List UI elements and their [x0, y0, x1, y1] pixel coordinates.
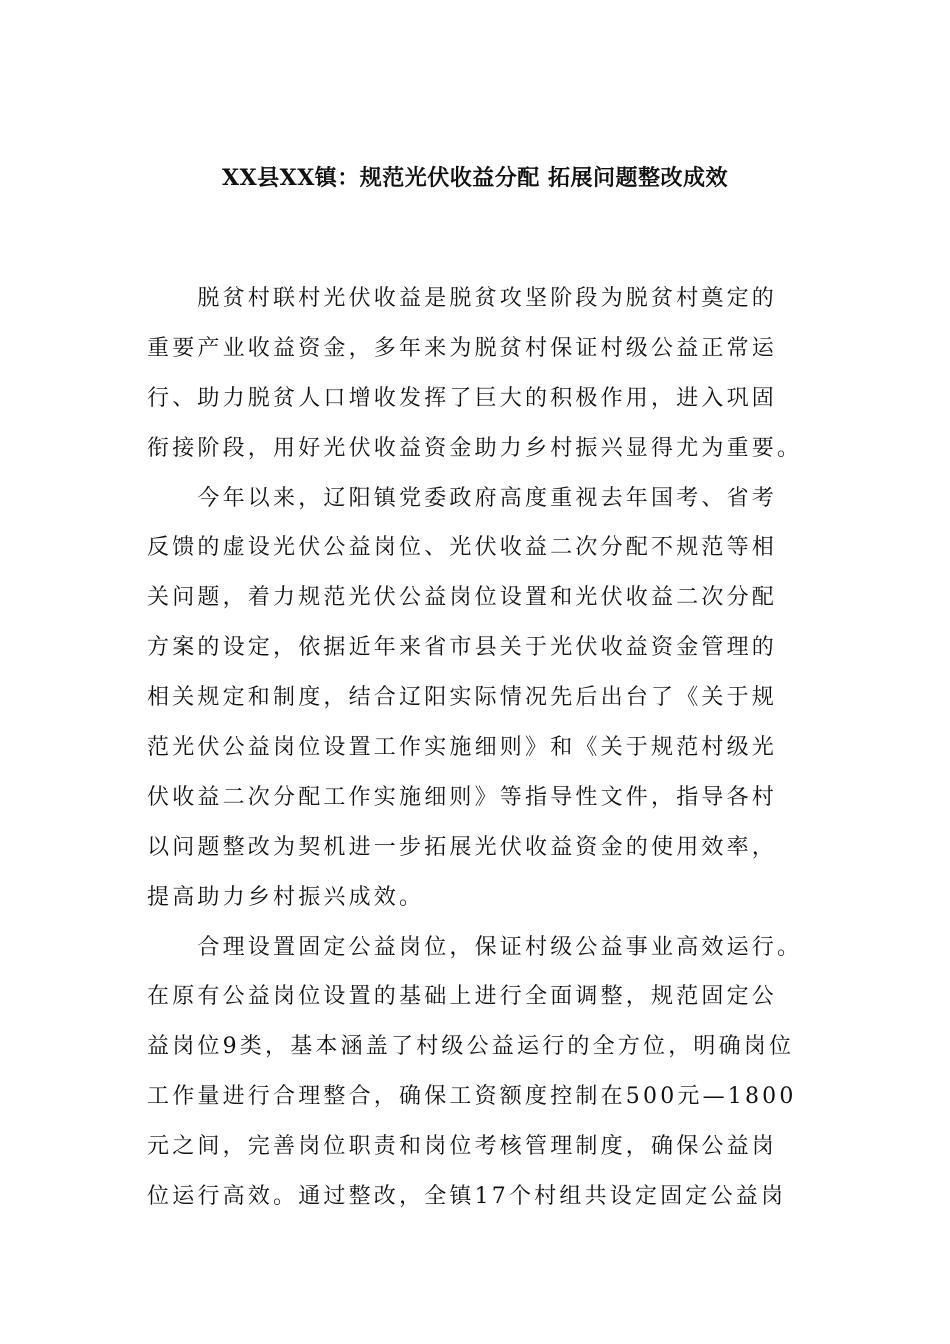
body-line: 行、助力脱贫人口增收发挥了巨大的积极作用，进入巩固	[147, 385, 778, 411]
body-line: 在原有公益岗位设置的基础上进行全面调整，规范固定公	[147, 984, 778, 1010]
body-line: 工作量进行合理整合，确保工资额度控制在500元—1800	[147, 1084, 797, 1110]
body-line: 脱贫村联村光伏收益是脱贫攻坚阶段为脱贫村奠定的	[147, 286, 778, 311]
body-line: 衔接阶段，用好光伏收益资金助力乡村振兴显得尤为重要。	[147, 435, 803, 461]
body-line: 提高助力乡村振兴成效。	[147, 884, 425, 910]
body-line: 位运行高效。通过整改，全镇17个村组共设定固定公益岗	[147, 1184, 787, 1210]
body-line: 今年以来，辽阳镇党委政府高度重视去年国考、省考	[147, 485, 778, 511]
body-line: 以问题整改为契机进一步拓展光伏收益资金的使用效率，	[147, 834, 778, 860]
body-line: 相关规定和制度，结合辽阳实际情况先后出台了《关于规	[147, 685, 778, 711]
document-body	[147, 274, 867, 1222]
body-line: 方案的设定，依据近年来省市县关于光伏收益资金管理的	[147, 635, 778, 661]
body-line: 重要产业收益资金，多年来为脱贫村保证村级公益正常运	[147, 335, 778, 361]
body-line: 益岗位9类，基本涵盖了村级公益运行的全方位，明确岗位	[147, 1034, 795, 1060]
body-line: 反馈的虚设光伏公益岗位、光伏收益二次分配不规范等相	[147, 535, 778, 561]
body-line: 伏收益二次分配工作实施细则》等指导性文件，指导各村	[147, 784, 778, 810]
body-line: 元之间，完善岗位职责和岗位考核管理制度，确保公益岗	[147, 1134, 778, 1160]
body-line: 关问题，着力规范光伏公益岗位设置和光伏收益二次分配	[147, 585, 778, 611]
body-line: 范光伏公益岗位设置工作实施细则》和《关于规范村级光	[147, 735, 778, 761]
body-line: 合理设置固定公益岗位，保证村级公益事业高效运行。	[147, 934, 803, 960]
document-title: XX县XX镇：规范光伏收益分配 拓展问题整改成效	[222, 165, 728, 191]
